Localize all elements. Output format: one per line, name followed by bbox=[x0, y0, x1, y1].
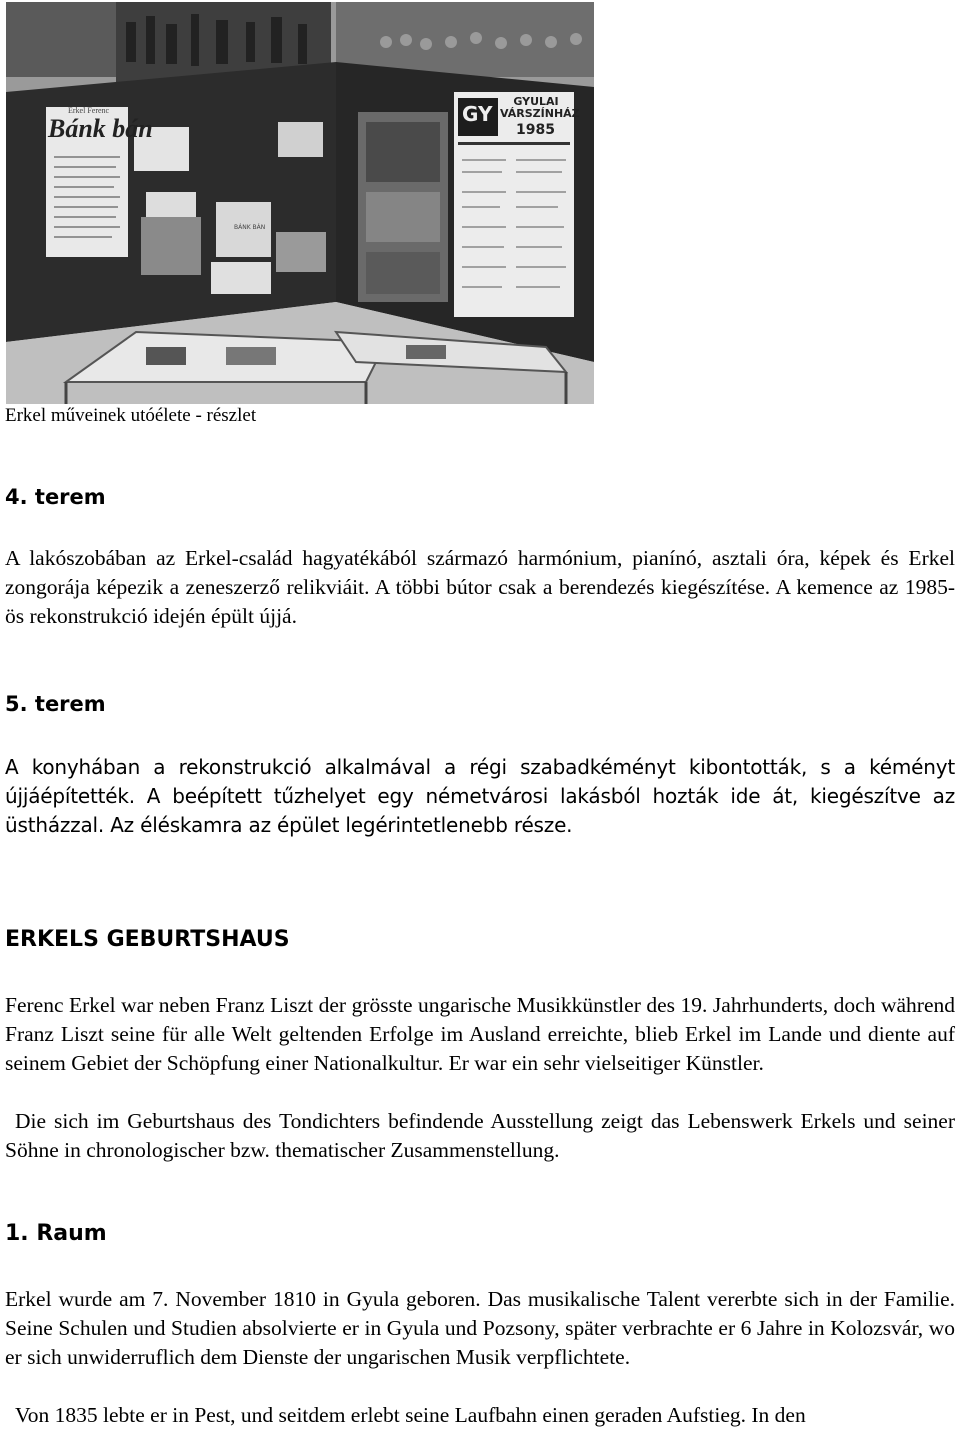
section-heading-4-terem: 4. terem bbox=[5, 485, 106, 509]
section-4-paragraph: A lakószobában az Erkel-család hagyatékából származó harmónium, pianínó, asztali óra, képek és Erkel zongorája képezik a zeneszerző relikviáit. A többi bútor csak a berendezés kiegészítése. A kemence az 1985-ös rekonstrukció idején épült újjá. bbox=[5, 546, 955, 628]
geburtshaus-paragraph-1: Ferenc Erkel war neben Franz Liszt der grösste ungarische Musikkünstler des 19. Jahrhunderts, doch während Franz Liszt seine für alle Welt geltenden Erfolge im Ausland erreichte, blieb Erkel im Lande und diente auf seinem Gebiet der Schöpfung einer Nationalkultur. Er war ein sehr vielseitiger Künstler. bbox=[5, 993, 955, 1075]
exhibition-photo bbox=[6, 2, 594, 404]
photo-caption: Erkel műveinek utóélete - részlet bbox=[5, 405, 257, 426]
section-5-paragraph: A konyhában a rekonstrukció alkalmával a régi szabadkéményt kibontották, s a kéményt újjáépítették. A beépített tűzhelyet egy németvárosi lakásból hozták ide át, kiegészítve az üstházzal. Az éléskamra az épület legérintetlenebb része. bbox=[5, 755, 955, 837]
poster-right-year: 1985 bbox=[516, 122, 555, 138]
poster-right-badge: GY bbox=[462, 102, 493, 126]
geburtshaus-paragraph-2: Die sich im Geburtshaus des Tondichters befindende Ausstellung zeigt das Lebenswerk Erkels und seiner Söhne in chronologischer bzw. thematischer Zusammenstellung. bbox=[5, 1109, 955, 1162]
section-heading-5-terem: 5. terem bbox=[5, 692, 106, 716]
poster-left-small: BÁNK BÁN bbox=[234, 224, 266, 231]
section-heading-geburtshaus: ERKELS GEBURTSHAUS bbox=[5, 927, 290, 952]
section-heading-1-raum: 1. Raum bbox=[5, 1221, 107, 1246]
raum-1-paragraph-2: Von 1835 lebte er in Pest, und seitdem erlebt seine Laufbahn einen geraden Aufstieg. In den bbox=[15, 1403, 806, 1427]
poster-left-subtitle: Erkel Ferenc bbox=[68, 106, 110, 115]
poster-left-title: Bánk bán bbox=[48, 114, 153, 143]
raum-1-paragraph-1: Erkel wurde am 7. November 1810 in Gyula geboren. Das musikalische Talent vererbte sich in der Familie. Seine Schulen und Studien absolvierte er in Gyula und Pozsony, später verbrachte er 6 Jahre in Kolozsvár, wo er sich unwiderruflich dem Dienste der ungarischen Musik verpflichtete. bbox=[5, 1287, 955, 1369]
poster-right-title: GYULAI VÁRSZÍNHÁZ bbox=[500, 95, 580, 120]
